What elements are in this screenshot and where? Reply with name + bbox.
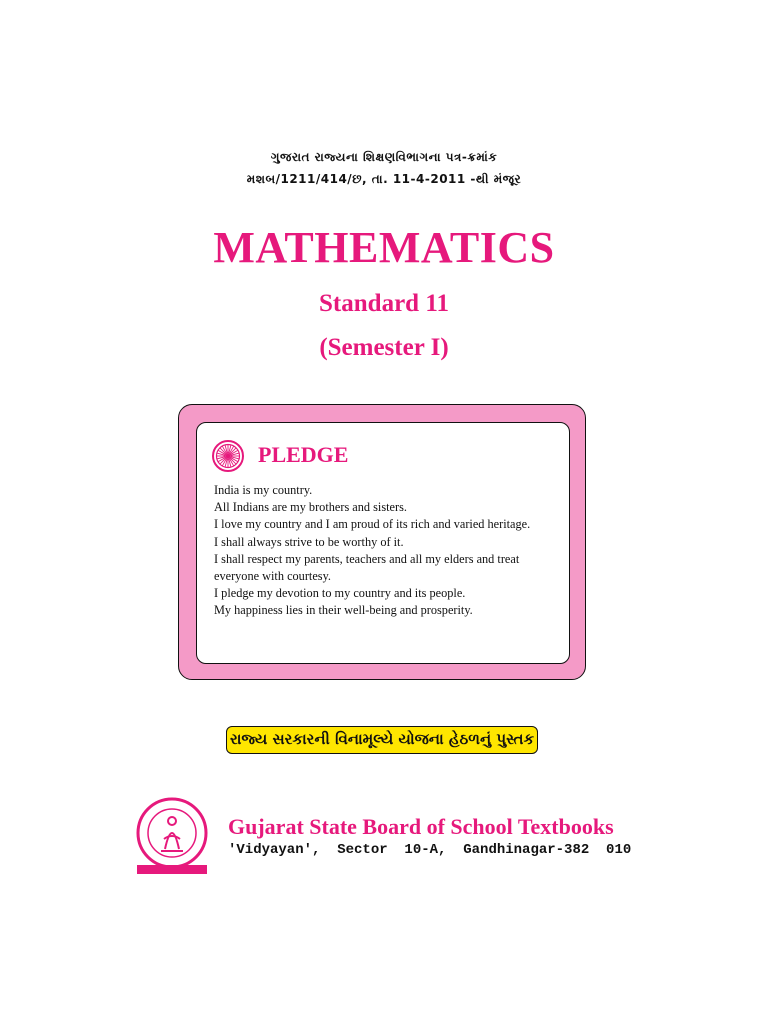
pledge-line: I shall respect my parents, teachers and all my elders and treat everyone with courtesy. [214, 551, 520, 584]
ashoka-chakra-icon [212, 440, 244, 472]
free-scheme-banner: રાજ્ય સરકારની વિનામૂલ્યે યોજના હેઠળનું પુસ્તક [226, 726, 538, 754]
pledge-line: I love my country and I am proud of its rich and varied heritage. [214, 517, 531, 532]
book-standard: Standard 11 [319, 290, 449, 317]
pledge-line: All Indians are my brothers and sisters. [214, 500, 407, 515]
gujarat-board-seal-icon [131, 795, 213, 877]
publisher-address: 'Vidyayan', Sector 10-A, Gandhinagar-382 010 [228, 842, 632, 858]
publisher-name: Gujarat State Board of School Textbooks [228, 814, 614, 839]
pledge-heading: PLEDGE [258, 442, 349, 467]
book-semester: (Semester I) [319, 334, 449, 361]
pledge-line: India is my country. [214, 483, 313, 497]
pledge-text [214, 482, 560, 620]
book-title: MATHEMATICS [213, 223, 555, 272]
pledge-line: I pledge my devotion to my country and its people. [214, 586, 466, 601]
pledge-line: I shall always strive to be worthy of it. [214, 534, 404, 549]
approval-line-1: ગુજરાત રાજ્યના શિક્ષણવિભાગના પત્ર-ક્રમાંક [270, 150, 498, 164]
pledge-line: My happiness lies in their well-being and prosperity. [214, 603, 473, 618]
approval-line-2: મશબ/1211/414/છ, તા. 11-4-2011 -થી મંજૂર [246, 172, 522, 186]
